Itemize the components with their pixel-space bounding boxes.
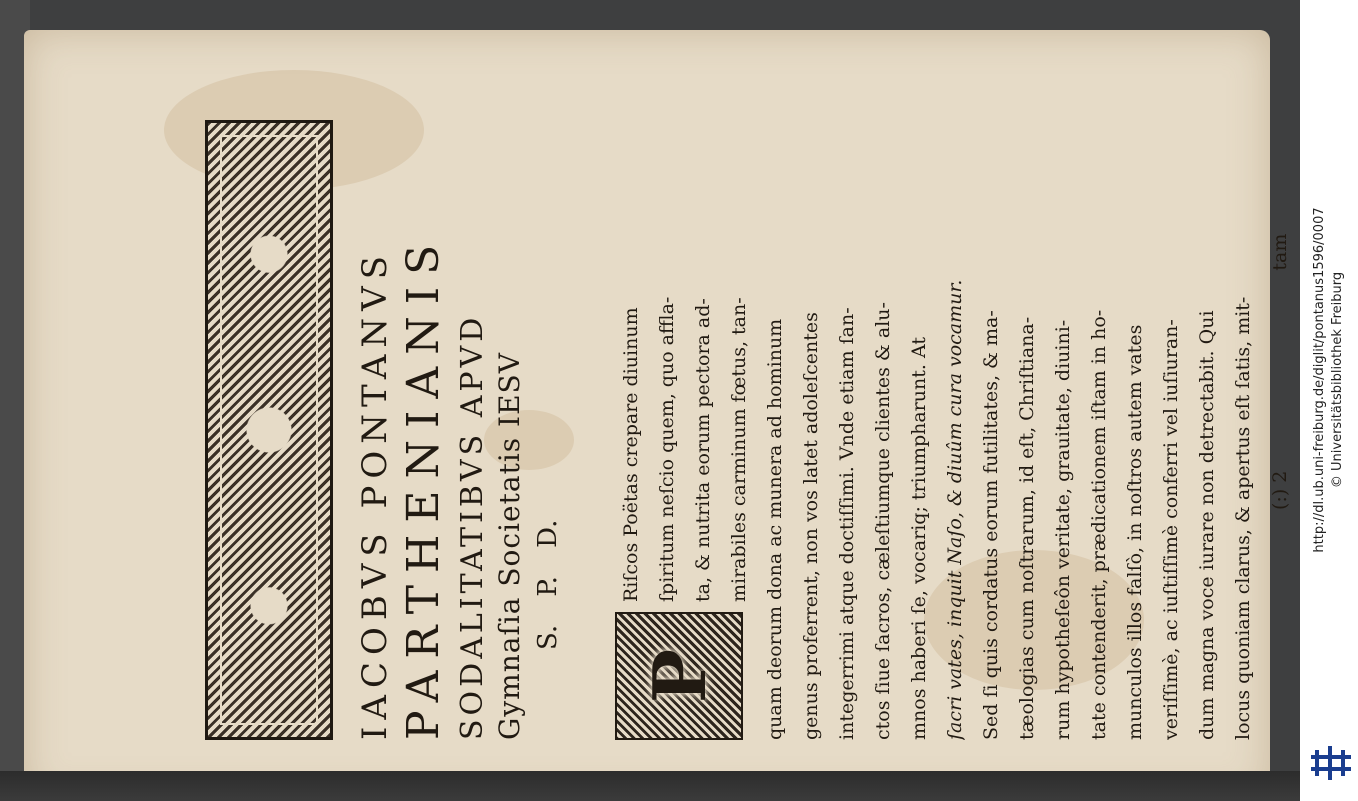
heading-line-5: S. P. D.	[533, 519, 563, 650]
attribution-sidebar	[1300, 0, 1358, 801]
text-line: locus quoniam clarus, & apertus eſt ſatis, mit-	[1232, 296, 1254, 740]
text-line: tate contenderit, prædicationem iſtam in ho-	[1088, 309, 1110, 740]
heading-line-4: Gymnaſia Societatis IESV	[493, 352, 526, 740]
text-line: Riſcos Poëtas crepare diuinum	[620, 307, 642, 602]
decorated-initial: P	[615, 612, 743, 740]
text-line: dum magna voce iurare non detrectabit. Qui	[1196, 310, 1218, 740]
text-line: ta, & nutrita eorum pectora ad-	[692, 298, 714, 602]
text-line: ctos ſiue ſacros, cæleſtiumque clientes & alu-	[872, 302, 894, 740]
body-text	[613, 120, 1295, 740]
text-line: ſacri vates, inquit Naſo, & diuûm cura vocamur.	[944, 279, 966, 740]
logo-bar	[1341, 750, 1345, 776]
dedication-heading	[355, 120, 565, 740]
book-spine-edge	[0, 771, 1300, 801]
copyright-notice: © Universitätsbibliothek Freiburg	[1330, 271, 1345, 489]
text-line: veriſſimè, ac iuſtiſſimè conferri vel iuſiuran-	[1160, 319, 1182, 740]
text-line: Sed ſi quis cordatus eorum futilitates, & ma-	[980, 310, 1002, 740]
attribution-text	[1311, 207, 1347, 552]
heading-line-2: PARTHENIANIS	[398, 232, 449, 740]
text-line: tæologias cum noſtrarum, id eſt, Chriſtiana-	[1016, 316, 1038, 740]
text-line: rum hypotheſeôn veritate, grauitate, diuini-	[1052, 319, 1074, 740]
rotated-page-text	[115, 120, 1291, 740]
logo-bar	[1328, 746, 1332, 780]
signature-mark: (:) 2	[1269, 470, 1291, 510]
source-url[interactable]: http://dl.ub.uni-freiburg.de/diglit/pontanus1596/0007	[1312, 207, 1327, 553]
heading-line-3: SODALITATIBVS APVD	[455, 313, 490, 740]
heading-line-1: IACOBVS PONTANVS	[355, 249, 395, 740]
text-line: ſpiritum neſcio quem, quo affla-	[656, 296, 678, 602]
library-logo-icon	[1311, 746, 1351, 780]
woodcut-ornament-border	[205, 120, 333, 740]
logo-bar	[1315, 750, 1319, 776]
text-line: munculos illos falſò, in noſtros autem vates	[1124, 324, 1146, 740]
text-line: genus proferrent, non vos latet adoleſcentes	[800, 312, 822, 740]
text-line: integerrimi atque doctiſſimi. Vnde etiam ſan-	[836, 307, 858, 740]
text-line: mirabiles carminum fœtus, tan-	[728, 297, 750, 602]
text-line: quam deorum dona ac munera ad hominum	[764, 318, 786, 740]
page-footer	[1265, 120, 1295, 740]
text-line: mnos haberi ſe, vocariq; triumpharunt. At	[908, 337, 930, 740]
ornament-scrollwork	[220, 135, 318, 725]
catchword: tam	[1269, 233, 1291, 271]
